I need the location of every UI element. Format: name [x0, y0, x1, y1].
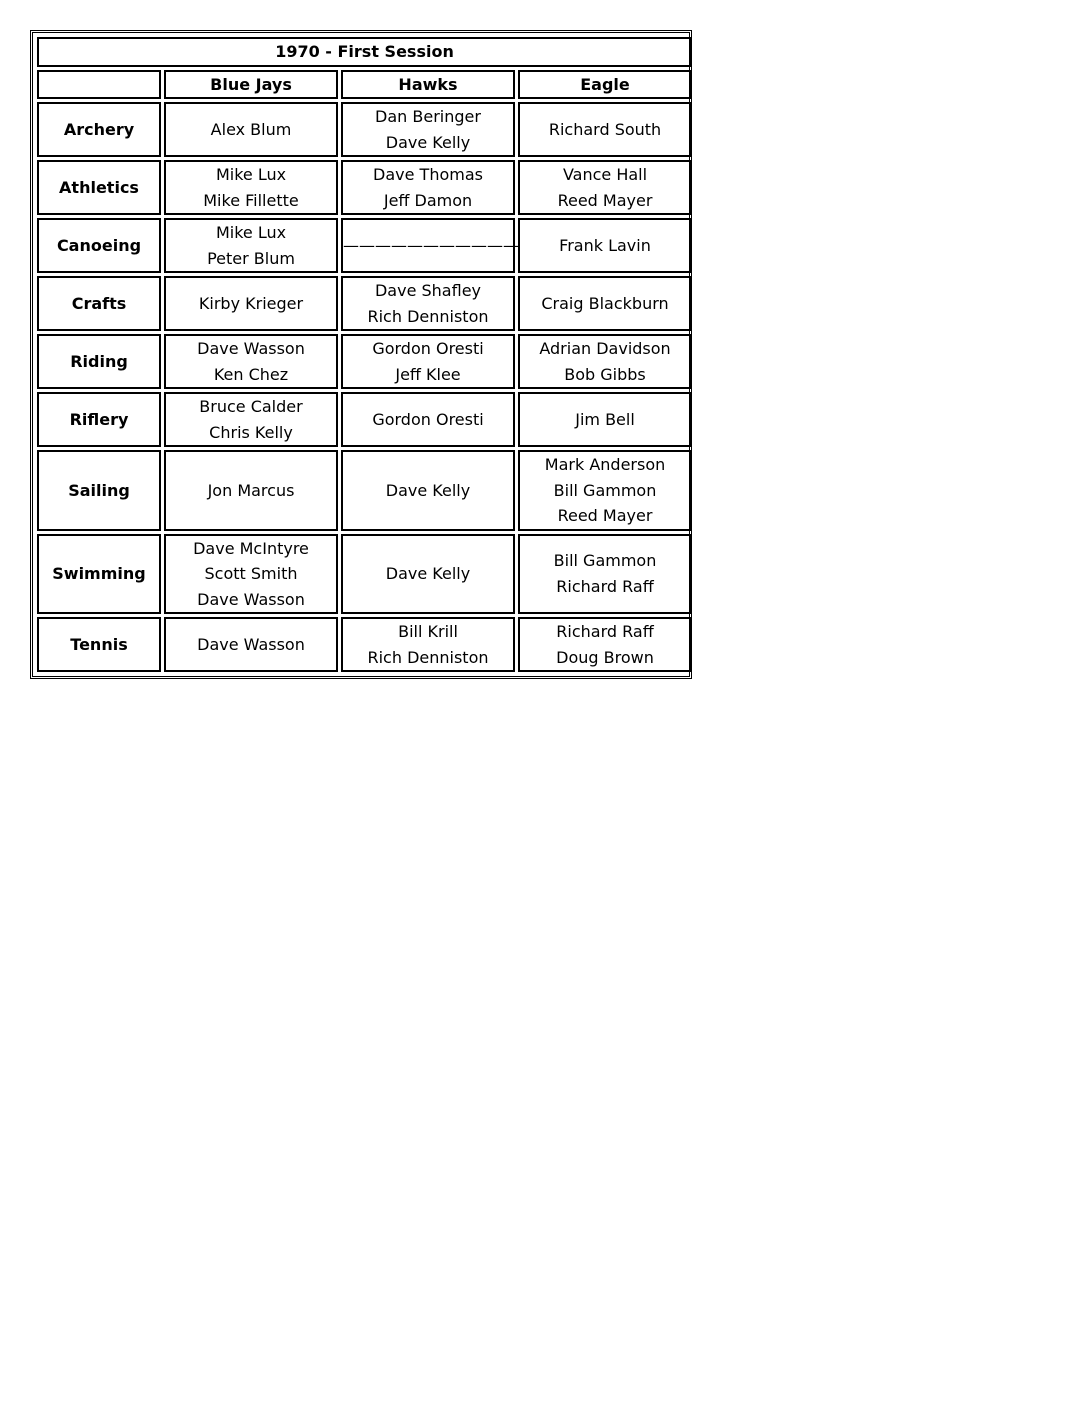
camper-name: Bill Krill	[398, 622, 458, 641]
team-header-eagle: Eagle	[518, 70, 692, 100]
header-row	[37, 70, 692, 100]
cell-hawks	[341, 160, 515, 215]
camper-name: Mike Fillette	[203, 190, 299, 210]
activity-label: Crafts	[37, 276, 161, 331]
cell-blue-jays	[164, 450, 338, 531]
camper-name: Dan Beringer	[375, 107, 481, 126]
camper-name: Jeff Klee	[395, 364, 461, 384]
table-row	[37, 392, 692, 447]
camper-name: Dave Thomas	[373, 165, 483, 184]
cell-eagle	[518, 160, 692, 215]
camper-name: Bill Gammon	[553, 551, 657, 571]
table-row	[37, 160, 692, 215]
camper-name: Dave McIntyre	[193, 538, 309, 558]
cell-hawks	[341, 102, 515, 157]
camper-name: Bruce Calder	[199, 397, 303, 416]
camper-name: Gordon Oresti	[372, 409, 484, 429]
cell-blue-jays	[164, 276, 338, 331]
cell-blue-jays	[164, 160, 338, 215]
cell-hawks	[341, 276, 515, 331]
table-row	[37, 617, 692, 672]
table-row	[37, 450, 692, 531]
camper-name: Alex Blum	[210, 119, 292, 139]
camper-name: Dave Wasson	[197, 339, 305, 358]
activity-label: Sailing	[37, 450, 161, 531]
cell-blue-jays	[164, 102, 338, 157]
camper-name: Mike Lux	[215, 165, 287, 184]
camper-name: Richard South	[548, 119, 662, 139]
camper-name: Adrian Davidson	[539, 339, 671, 358]
cell-hawks	[341, 218, 519, 273]
corner-cell	[37, 70, 161, 100]
camper-name: Reed Mayer	[557, 190, 653, 210]
cell-blue-jays	[164, 334, 338, 389]
camper-name: ———————————	[343, 235, 519, 255]
cell-hawks	[341, 450, 515, 531]
team-header-blue-jays: Blue Jays	[164, 70, 338, 100]
camper-name: Dave Kelly	[385, 132, 471, 152]
table-row	[37, 334, 692, 389]
cell-blue-jays	[164, 617, 338, 672]
cell-eagle	[518, 617, 692, 672]
cell-eagle	[518, 334, 692, 389]
cell-hawks	[341, 534, 515, 615]
camper-name: Craig Blackburn	[541, 293, 669, 313]
camper-name: Jon Marcus	[207, 480, 295, 500]
camper-name: Richard Raff	[556, 622, 654, 641]
camper-name: Dave Wasson	[197, 634, 305, 654]
camper-name: Mike Lux	[215, 223, 287, 242]
camper-name: Bob Gibbs	[564, 364, 646, 384]
camper-name: Kirby Krieger	[198, 293, 304, 313]
camper-name: Peter Blum	[207, 248, 295, 268]
table-row	[37, 276, 692, 331]
camper-name: Mark Anderson	[544, 455, 666, 474]
awards-grid	[34, 34, 695, 675]
camper-name: Dave Kelly	[385, 564, 471, 583]
cell-eagle	[518, 218, 692, 273]
camper-name: Chris Kelly	[209, 422, 293, 442]
cell-hawks	[341, 334, 515, 389]
cell-blue-jays	[164, 534, 338, 615]
camper-name: Bill Gammon	[553, 480, 657, 500]
activity-label: Swimming	[37, 534, 161, 615]
table-title: 1970 - First Session	[37, 37, 692, 67]
title-row	[37, 37, 692, 67]
cell-hawks	[341, 617, 515, 672]
camper-name: Dave Kelly	[385, 480, 471, 500]
cell-hawks	[341, 392, 515, 447]
cell-blue-jays	[164, 392, 338, 447]
camper-name: Vance Hall	[562, 165, 648, 184]
table-row	[37, 102, 692, 157]
cell-eagle	[518, 392, 692, 447]
activity-label: Archery	[37, 102, 161, 157]
cell-blue-jays	[164, 218, 338, 273]
team-header-hawks: Hawks	[341, 70, 515, 100]
camper-name: Ken Chez	[213, 364, 289, 384]
activity-label: Riflery	[37, 392, 161, 447]
activity-label: Riding	[37, 334, 161, 389]
camper-name: Scott Smith	[204, 564, 298, 583]
activity-label: Canoeing	[37, 218, 161, 273]
table-row	[37, 534, 692, 615]
activity-label: Athletics	[37, 160, 161, 215]
camper-name: Doug Brown	[556, 647, 654, 667]
camper-name: Frank Lavin	[559, 235, 651, 255]
activity-awards-table	[30, 30, 692, 679]
activity-label: Tennis	[37, 617, 161, 672]
camper-name: Jeff Damon	[383, 190, 473, 210]
camper-name: Gordon Oresti	[372, 339, 484, 358]
camper-name: Dave Wasson	[197, 589, 305, 609]
camper-name: Jim Bell	[575, 409, 635, 429]
cell-eagle	[518, 276, 692, 331]
camper-name: Reed Mayer	[557, 506, 653, 525]
camper-name: Rich Denniston	[367, 306, 489, 326]
cell-eagle	[518, 102, 692, 157]
table-row	[37, 218, 692, 273]
cell-eagle	[518, 534, 692, 615]
camper-name: Richard Raff	[556, 576, 654, 596]
camper-name: Rich Denniston	[367, 647, 489, 667]
cell-eagle	[518, 450, 692, 531]
camper-name: Dave Shafley	[374, 281, 481, 300]
